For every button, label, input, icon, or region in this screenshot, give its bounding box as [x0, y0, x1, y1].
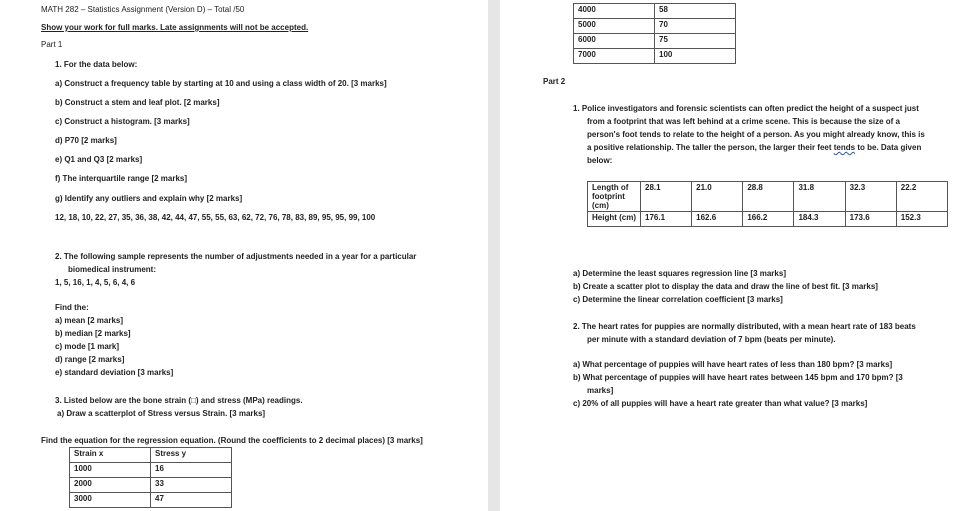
table-cell: 22.2 [896, 182, 947, 212]
q2-find: Find the: [55, 303, 89, 312]
table-cell: 4000 [574, 4, 655, 19]
table-cell: 7000 [574, 49, 655, 64]
table-row [574, 34, 736, 49]
table-row [574, 19, 736, 34]
q1-item-f: f) The interquartile range [2 marks] [55, 174, 188, 183]
q2-item-c: c) mode [1 mark] [55, 342, 120, 351]
table-cell: 33 [151, 478, 232, 493]
instructions-note: Show your work for full marks. Late assignments will not be accepted. [41, 23, 309, 32]
q2-title-line1: 2. The following sample represents the number of adjustments needed in a year for a particular [55, 252, 417, 261]
q1-item-c: c) Construct a histogram. [3 marks] [55, 117, 190, 126]
p2-q1-item-b: b) Create a scatter plot to display the data and draw the line of best fit. [3 marks] [573, 282, 878, 291]
p2-q2-item-a: a) What percentage of puppies will have heart rates of less than 180 bpm? [3 marks] [573, 360, 893, 369]
p2-q1-line5: below: [587, 156, 613, 165]
q3-item-a: a) Draw a scatterplot of Stress versus Strain. [3 marks] [57, 409, 266, 418]
table-cell: 5000 [574, 19, 655, 34]
table-cell: 58 [655, 4, 736, 19]
table-cell: 173.6 [845, 212, 896, 227]
table-cell: 21.0 [692, 182, 743, 212]
table-cell: 100 [655, 49, 736, 64]
table-cell: 184.3 [794, 212, 845, 227]
table-header-cell: Stress y [151, 448, 232, 463]
table-header-cell: Strain x [70, 448, 151, 463]
table-row [588, 182, 948, 212]
p2-q1-line2: from a footprint that was left behind at a crime scene. This is because the size of a [587, 117, 900, 126]
q3-equation: Find the equation for the regression equation. (Round the coefficients to 2 decimal places) [3 marks] [41, 436, 423, 445]
table-cell: 3000 [70, 493, 151, 508]
table-cell: 176.1 [641, 212, 692, 227]
table-row [70, 478, 232, 493]
part-2-heading: Part 2 [543, 77, 566, 86]
table-cell: 152.3 [896, 212, 947, 227]
table-cell: 31.8 [794, 182, 845, 212]
q1-title: 1. For the data below: [55, 60, 138, 69]
p2-q1-line4-start: a positive relationship. The taller the person, the larger their feet [587, 143, 832, 152]
table-cell: 2000 [70, 478, 151, 493]
table-row [574, 49, 736, 64]
q1-item-b: b) Construct a stem and leaf plot. [2 marks] [55, 98, 220, 107]
p2-q2-line2: per minute with a standard deviation of 7 bpm (beats per minute). [587, 335, 836, 344]
document-page-left [0, 0, 488, 511]
q2-data: 1, 5, 16, 1, 4, 5, 6, 4, 6 [55, 278, 136, 287]
p2-q2-item-b: b) What percentage of puppies will have heart rates between 145 bpm and 170 bpm? [3 [573, 373, 903, 382]
table-cell: 32.3 [845, 182, 896, 212]
table-cell: 75 [655, 34, 736, 49]
table-cell: 1000 [70, 463, 151, 478]
q2-item-e: e) standard deviation [3 marks] [55, 368, 174, 377]
p2-q1-line4 [587, 143, 921, 153]
page-header: MATH 282 – Statistics Assignment (Version D) – Total /50 [41, 5, 245, 14]
table-row [70, 463, 232, 478]
q1-item-d: d) P70 [2 marks] [55, 136, 117, 145]
spellcheck-word: tends [833, 143, 856, 152]
strain-stress-table [69, 447, 232, 508]
p2-q2-line1: 2. The heart rates for puppies are normally distributed, with a mean heart rate of 183 beats [573, 322, 916, 331]
q1-item-a: a) Construct a frequency table by starting at 10 and using a class width of 20. [3 marks] [55, 79, 387, 88]
part-1-heading: Part 1 [41, 40, 63, 49]
p2-q1-line1: 1. Police investigators and forensic scientists can often predict the height of a suspect just [573, 104, 919, 113]
table-row [70, 448, 232, 463]
page-gutter [488, 0, 500, 511]
footprint-height-table [587, 181, 948, 227]
table-row [70, 493, 232, 508]
document-page-right [500, 0, 980, 511]
q1-item-e: e) Q1 and Q3 [2 marks] [55, 155, 143, 164]
table-cell: 6000 [574, 34, 655, 49]
table-cell: 166.2 [743, 212, 794, 227]
strain-stress-table-continued [573, 3, 736, 64]
p2-q1-line3: person's foot tends to relate to the height of a person. As you might already know, this is [587, 130, 925, 139]
table-cell: 28.1 [641, 182, 692, 212]
q1-data: 12, 18, 10, 22, 27, 35, 36, 38, 42, 44, 47, 55, 55, 63, 62, 72, 76, 78, 83, 89, 95, 95, 99, 100 [55, 213, 376, 222]
table-row [574, 4, 736, 19]
table-cell: 162.6 [692, 212, 743, 227]
p2-q1-item-a: a) Determine the least squares regression line [3 marks] [573, 269, 786, 278]
q3-title: 3. Listed below are the bone strain (□) and stress (MPa) readings. [55, 396, 303, 405]
p2-q1-line4-end: to be. Data given [857, 143, 922, 152]
q2-item-d: d) range [2 marks] [55, 355, 125, 364]
table-cell: 47 [151, 493, 232, 508]
table-cell: 28.8 [743, 182, 794, 212]
p2-q1-item-c: c) Determine the linear correlation coefficient [3 marks] [573, 295, 783, 304]
q1-item-g: g) Identify any outliers and explain why [2 marks] [55, 194, 243, 203]
q2-item-a: a) mean [2 marks] [55, 316, 124, 325]
q2-item-b: b) median [2 marks] [55, 329, 131, 338]
p2-q2-item-b-cont: marks] [587, 386, 614, 395]
table-cell: 70 [655, 19, 736, 34]
table-row [588, 212, 948, 227]
p2-q2-item-c: c) 20% of all puppies will have a heart rate greater than what value? [3 marks] [573, 399, 868, 408]
table-cell: 16 [151, 463, 232, 478]
row-label-cell: Length of footprint (cm) [588, 182, 641, 212]
row-label-cell: Height (cm) [588, 212, 641, 227]
q2-title-line2: biomedical instrument: [68, 265, 157, 274]
